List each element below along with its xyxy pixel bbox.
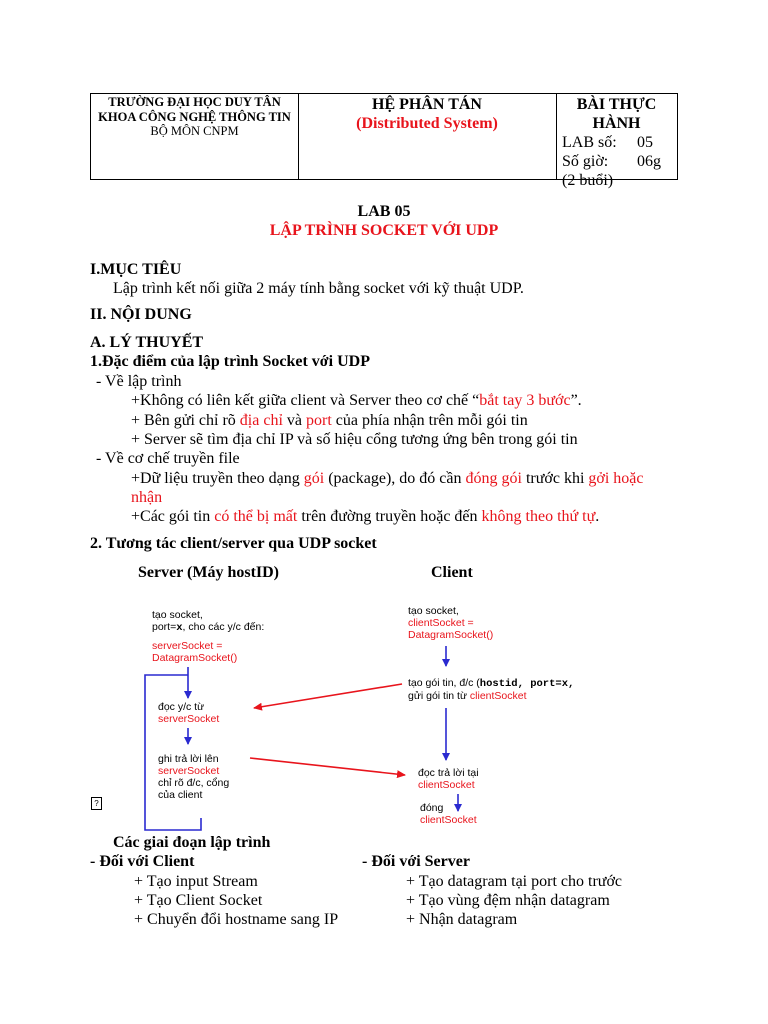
practice-title: BÀI THỰC HÀNH bbox=[576, 96, 657, 132]
hours-value: 06g (2 buổi) bbox=[562, 153, 661, 189]
server-column-title: Server (Máy hostID) bbox=[138, 564, 280, 581]
objective-heading: I.MỤC TIÊU bbox=[90, 261, 182, 278]
theory-heading: A. LÝ THUYẾT bbox=[90, 334, 204, 351]
department-name: BỘ MÔN CNPM bbox=[150, 124, 239, 138]
client-read-step: đọc trả lời tại clientSocket bbox=[418, 767, 479, 791]
udp-features-heading: 1.Đặc điểm của lập trình Socket với UDP bbox=[90, 353, 370, 370]
server-phase-item: + Nhận datagram bbox=[406, 911, 518, 928]
bullet-packet: +Dữ liệu truyền theo dạng gói (package), do đó cần đóng gói trước khi gởi hoặc bbox=[131, 470, 644, 487]
server-write-step: ghi trả lời lên serverSocket chỉ rõ đ/c, cổng của client bbox=[158, 753, 230, 801]
server-phase-item: + Tạo datagram tại port cho trước bbox=[406, 873, 623, 890]
client-phase-item: + Tạo Client Socket bbox=[134, 892, 263, 909]
client-close-step: đóng clientSocket bbox=[420, 802, 477, 826]
server-phases-heading: - Đối với Server bbox=[362, 853, 470, 870]
school-name: TRƯỜNG ĐẠI HỌC DUY TÂN bbox=[108, 95, 281, 109]
interaction-heading: 2. Tương tác client/server qua UDP socket bbox=[90, 535, 377, 552]
programming-heading: - Về lập trình bbox=[96, 373, 182, 390]
lab-title: LAB 05 bbox=[357, 203, 411, 220]
client-phase-item: + Tạo input Stream bbox=[134, 873, 258, 890]
bullet-server-lookup: + Server sẽ tìm địa chỉ IP và số hiệu cổng tương ứng bên trong gói tin bbox=[131, 431, 578, 448]
reply-arrow bbox=[250, 758, 405, 775]
client-phase-item: + Chuyển đổi hostname sang IP bbox=[134, 911, 339, 928]
content-heading: II. NỘI DUNG bbox=[90, 306, 192, 323]
client-send-packet-step: tạo gói tin, đ/c (hostid, port=x, gửi gói tin từ clientSocket bbox=[408, 677, 575, 702]
course-name: HỆ PHÂN TÁN bbox=[372, 96, 482, 113]
bullet-no-connection: +Không có liên kết giữa client và Server theo cơ chế “bắt tay 3 bước”. bbox=[131, 392, 582, 409]
lab-number-label: LAB số: bbox=[562, 134, 617, 151]
server-create-socket-step: tạo socket, port=x, cho các y/c đến: serverSocket = DatagramSocket() bbox=[152, 609, 265, 664]
file-transfer-heading: - Về cơ chế truyền file bbox=[96, 450, 240, 467]
objective-text: Lập trình kết nối giữa 2 máy tính bằng socket với kỹ thuật UDP. bbox=[113, 280, 524, 297]
faculty-name: KHOA CÔNG NGHỆ THÔNG TIN bbox=[98, 110, 291, 124]
bullet-packet-loss: +Các gói tin có thể bị mất trên đường truyền hoặc đến không theo thứ tự. bbox=[131, 508, 600, 525]
course-name-en: (Distributed System) bbox=[356, 115, 498, 132]
client-phases-heading: - Đối với Client bbox=[90, 853, 195, 870]
client-column-title: Client bbox=[431, 564, 473, 581]
request-arrow bbox=[254, 684, 402, 708]
bullet-packet-cont: nhận bbox=[131, 489, 163, 506]
bullet-address-port: + Bên gửi chỉ rõ địa chỉ và port của phía nhận trên mỗi gói tin bbox=[131, 412, 528, 429]
hours-label: Số giờ: bbox=[562, 153, 609, 170]
server-read-step: đọc y/c từ serverSocket bbox=[158, 701, 220, 725]
lab-number-value: 05 bbox=[637, 134, 653, 151]
lab-subtitle: LẬP TRÌNH SOCKET VỚI UDP bbox=[269, 222, 499, 239]
phases-heading: Các giai đoạn lập trình bbox=[113, 834, 271, 851]
server-phase-item: + Tạo vùng đệm nhận datagram bbox=[406, 892, 610, 909]
client-create-socket-step: tạo socket, clientSocket = DatagramSocket() bbox=[408, 605, 494, 641]
missing-glyph-icon: ? bbox=[91, 797, 102, 810]
